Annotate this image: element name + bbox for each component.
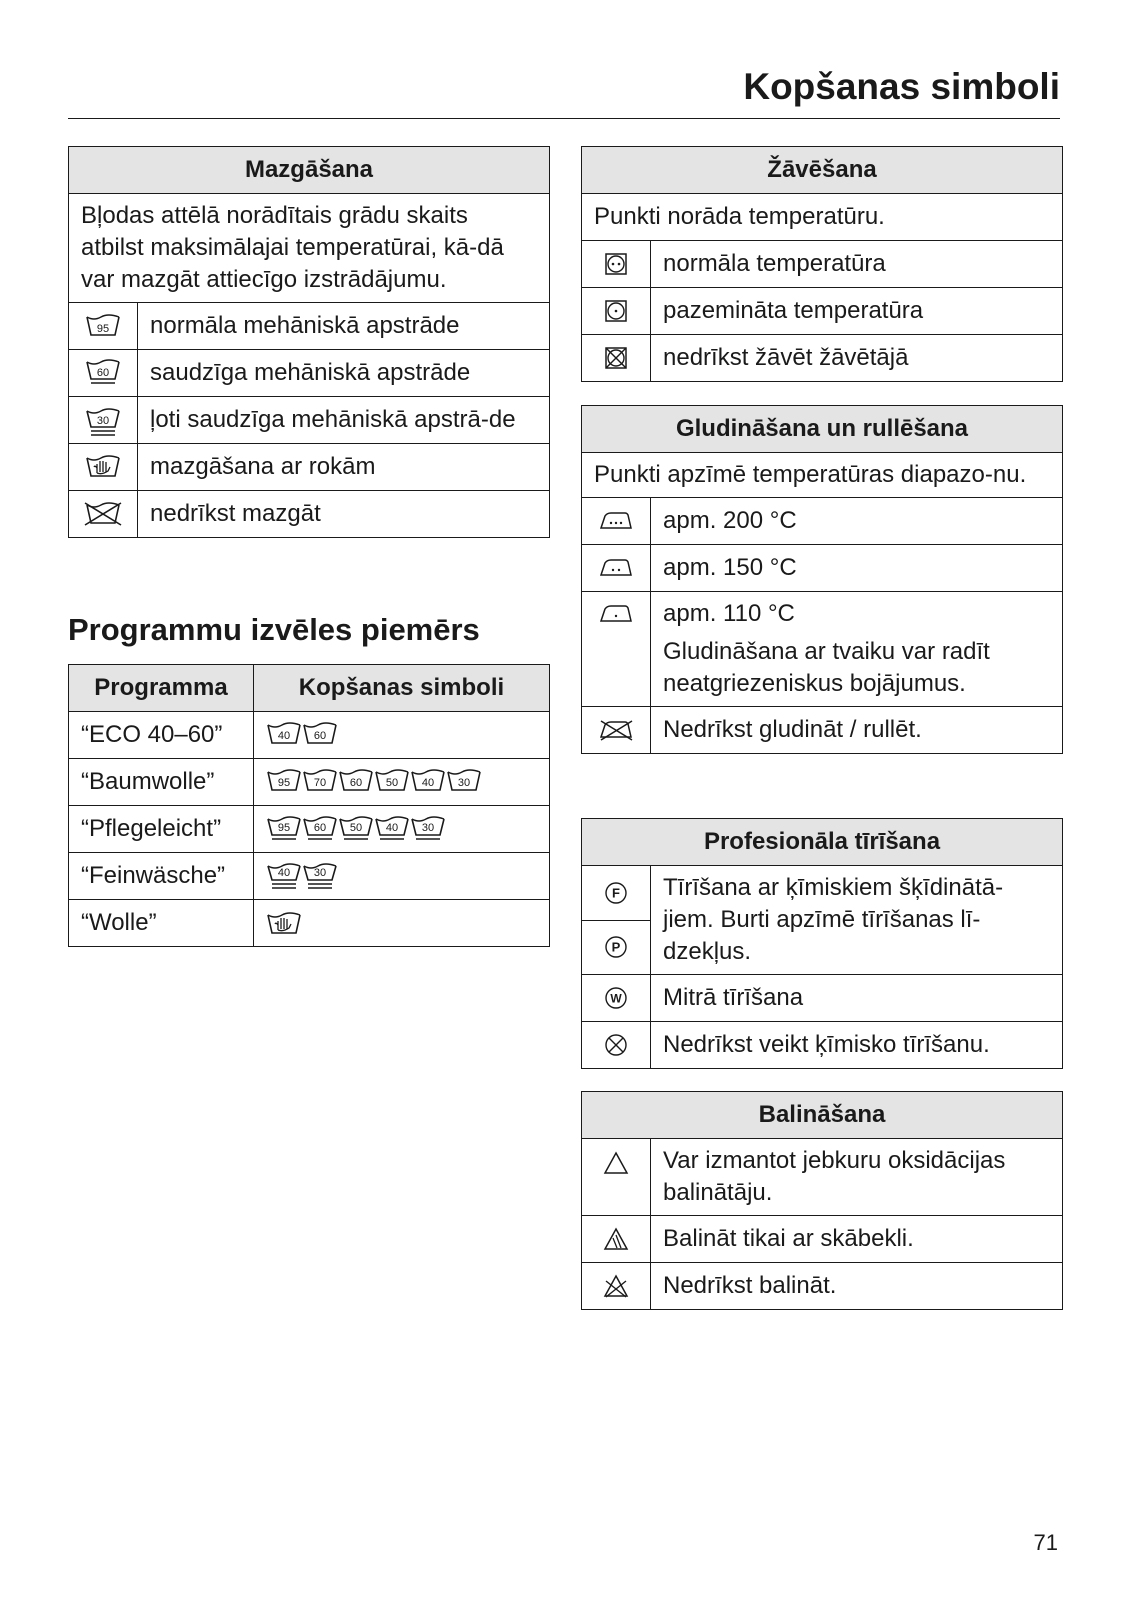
svg-text:P: P bbox=[611, 939, 621, 955]
wash-temperature-label: 60 bbox=[349, 776, 363, 789]
program-name: “Baumwolle” bbox=[69, 759, 254, 806]
drying-header: Žāvēšana bbox=[582, 147, 1063, 194]
svg-text:W: W bbox=[610, 991, 622, 1006]
program-symbols bbox=[254, 900, 550, 947]
wash-temperature-label: 95 bbox=[277, 821, 291, 834]
ironing-header: Gludināšana un rullēšana bbox=[582, 406, 1063, 453]
tumble-dry-normal-label: normāla temperatūra bbox=[651, 241, 1063, 288]
bleach-any-label: Var izmantot jebkuru oksidācijas balinātāju. bbox=[651, 1139, 1063, 1216]
program-example-table bbox=[68, 664, 550, 947]
wash-30-icon bbox=[410, 815, 446, 845]
do-not-dry-clean-label: Nedrīkst veikt ķīmisko tīrīšanu. bbox=[651, 1022, 1063, 1069]
wash-70-icon bbox=[302, 768, 338, 798]
washing-intro: Bļodas attēlā norādītais grādu skaits atbilst maksimālajai temperatūrai, kā-dā var mazgāt attiecīgo izstrādājumu. bbox=[69, 194, 550, 303]
wash-60-gentle-icon bbox=[69, 350, 138, 397]
wash-temperature-label: 30 bbox=[421, 821, 435, 834]
iron-110-label: apm. 110 °C bbox=[663, 600, 795, 627]
wash-temperature-label: 40 bbox=[277, 866, 291, 879]
tumble-dry-normal-icon bbox=[582, 241, 651, 288]
col-symbols: Kopšanas simboli bbox=[254, 665, 550, 712]
wash-95-icon bbox=[69, 303, 138, 350]
wash-temperature-label: 70 bbox=[313, 776, 327, 789]
program-symbols bbox=[254, 759, 550, 806]
solvent-cleaning-label: Tīrīšana ar ķīmiskiem šķīdinātā-jiem. Burti apzīmē tīrīšanas lī-dzekļus. bbox=[651, 866, 1063, 975]
program-name: “Feinwäsche” bbox=[69, 853, 254, 900]
iron-three-dots-icon bbox=[582, 498, 651, 545]
bleach-oxygen-only-label: Balināt tikai ar skābekli. bbox=[651, 1216, 1063, 1263]
iron-150-label: apm. 150 °C bbox=[651, 545, 1063, 592]
wash-50-icon bbox=[338, 815, 374, 845]
wash-95-label: normāla mehāniskā apstrāde bbox=[138, 303, 550, 350]
do-not-iron-label: Nedrīkst gludināt / rullēt. bbox=[651, 707, 1063, 754]
wash-temperature-label: 60 bbox=[313, 821, 327, 834]
svg-text:95: 95 bbox=[96, 323, 110, 335]
iron-two-dots-icon bbox=[582, 545, 651, 592]
page-title: Kopšanas simboli bbox=[743, 66, 1060, 107]
wet-clean-w-icon bbox=[582, 975, 651, 1022]
do-not-tumble-dry-label: nedrīkst žāvēt žāvētājā bbox=[651, 335, 1063, 382]
example-title: Programmu izvēles piemērs bbox=[68, 612, 480, 647]
wash-temperature-label: 30 bbox=[457, 776, 471, 789]
wash-60-icon bbox=[302, 721, 338, 751]
professional-header: Profesionāla tīrīšana bbox=[582, 819, 1063, 866]
wash-temperature-label: 95 bbox=[277, 776, 291, 789]
hand-wash-label: mazgāšana ar rokām bbox=[138, 444, 550, 491]
svg-text:60: 60 bbox=[96, 367, 110, 379]
bleaching-table bbox=[581, 1091, 1063, 1310]
wash-60-label: saudzīga mehāniskā apstrāde bbox=[138, 350, 550, 397]
wash-95-icon bbox=[266, 815, 302, 845]
ironing-intro: Punkti apzīmē temperatūras diapazo-nu. bbox=[582, 453, 1063, 498]
washing-header: Mazgāšana bbox=[69, 147, 550, 194]
wash-40-icon bbox=[266, 862, 302, 892]
wash-40-icon bbox=[374, 815, 410, 845]
bleach-any-icon bbox=[582, 1139, 651, 1216]
dry-clean-p-icon bbox=[582, 920, 651, 975]
wash-temperature-label: 30 bbox=[313, 866, 327, 879]
wash-temperature-label: 40 bbox=[385, 821, 399, 834]
do-not-iron-icon bbox=[582, 707, 651, 754]
iron-200-label: apm. 200 °C bbox=[651, 498, 1063, 545]
wash-temperature-label: 60 bbox=[313, 729, 327, 742]
bleach-oxygen-only-icon bbox=[582, 1216, 651, 1263]
wash-temperature-label: 50 bbox=[385, 776, 399, 789]
wash-temperature-label: 40 bbox=[277, 729, 291, 742]
program-symbols bbox=[254, 806, 550, 853]
do-not-bleach-label: Nedrīkst balināt. bbox=[651, 1263, 1063, 1310]
do-not-tumble-dry-icon bbox=[582, 335, 651, 382]
do-not-dry-clean-icon bbox=[582, 1022, 651, 1069]
professional-cleaning-table bbox=[581, 818, 1063, 1069]
program-name: “Pflegeleicht” bbox=[69, 806, 254, 853]
wash-30-label: ļoti saudzīga mehāniskā apstrā-de bbox=[138, 397, 550, 444]
dry-clean-f-icon bbox=[582, 866, 651, 921]
page-number: 71 bbox=[1033, 1530, 1058, 1555]
do-not-wash-icon bbox=[69, 491, 138, 538]
bleaching-header: Balināšana bbox=[582, 1092, 1063, 1139]
ironing-table bbox=[581, 405, 1063, 754]
do-not-bleach-icon bbox=[582, 1263, 651, 1310]
tumble-dry-low-label: pazemināta temperatūra bbox=[651, 288, 1063, 335]
wet-cleaning-label: Mitrā tīrīšana bbox=[651, 975, 1063, 1022]
wash-40-icon bbox=[410, 768, 446, 798]
wash-temperature-label: 50 bbox=[349, 821, 363, 834]
program-name: “ECO 40–60” bbox=[69, 712, 254, 759]
wash-60-icon bbox=[338, 768, 374, 798]
program-symbols bbox=[254, 712, 550, 759]
wash-95-icon bbox=[266, 768, 302, 798]
wash-temperature-label: 40 bbox=[421, 776, 435, 789]
steam-warning: Gludināšana ar tvaiku var radīt neatgriezeniskus bojājumus. bbox=[663, 638, 990, 697]
drying-table bbox=[581, 146, 1063, 382]
tumble-dry-low-icon bbox=[582, 288, 651, 335]
hand-wash-icon bbox=[69, 444, 138, 491]
program-symbols bbox=[254, 853, 550, 900]
wash-30-icon bbox=[302, 862, 338, 892]
col-program: Programma bbox=[69, 665, 254, 712]
title-divider bbox=[68, 118, 1060, 119]
wash-30-icon bbox=[446, 768, 482, 798]
iron-one-dot-icon bbox=[582, 592, 651, 707]
wash-60-icon bbox=[302, 815, 338, 845]
wash-40-icon bbox=[266, 721, 302, 751]
drying-intro: Punkti norāda temperatūru. bbox=[582, 194, 1063, 241]
program-name: “Wolle” bbox=[69, 900, 254, 947]
svg-text:F: F bbox=[612, 885, 620, 901]
wash-30-very-gentle-icon bbox=[69, 397, 138, 444]
hand-wash-icon bbox=[266, 911, 302, 937]
do-not-wash-label: nedrīkst mazgāt bbox=[138, 491, 550, 538]
iron-110-cell bbox=[651, 592, 1063, 707]
washing-table bbox=[68, 146, 550, 538]
svg-text:30: 30 bbox=[96, 415, 110, 427]
wash-50-icon bbox=[374, 768, 410, 798]
